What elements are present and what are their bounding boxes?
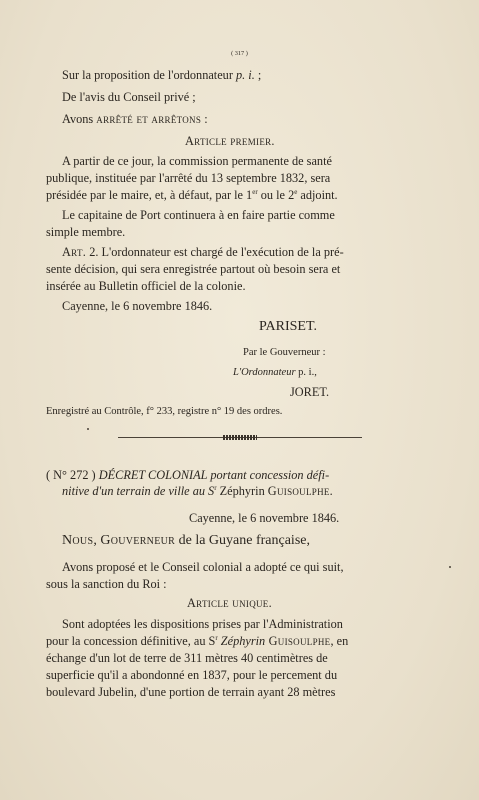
paragraph-name: Zéphyrin — [217, 634, 266, 648]
paragraph-line — [46, 634, 348, 648]
governor-punct: , — [93, 533, 101, 548]
decree-title: DÉCRET COLONIAL portant concession défi- — [98, 468, 330, 482]
date-line: Cayenne, le 6 novembre 1846. — [189, 511, 340, 525]
superscript: r — [215, 634, 218, 642]
decree-name: Guisoulphe. — [267, 484, 334, 498]
by-governor: Par le Gouverneur : — [243, 347, 326, 358]
page-number: ( 317 ) — [231, 50, 248, 57]
registration-line: Enregistré au Contrôle, f° 233, registre n° 19 des ordres. — [46, 406, 283, 417]
decree-title: nitive d'un terrain de ville au S — [62, 484, 215, 498]
paragraph-line: boulevard Jubelin, d'une portion de terrain ayant 28 mètres — [46, 685, 336, 699]
ordonnateur-abbrev: p. i., — [295, 367, 317, 378]
proposal-text: Sur la proposition de l'ordonnateur — [62, 68, 236, 82]
paragraph-line: sente décision, qui sera enregistrée partout où besoin sera et — [46, 262, 341, 276]
paragraph-line: simple membre. — [46, 225, 126, 239]
article-heading: Article premier. — [185, 134, 275, 148]
superscript: r — [214, 484, 217, 492]
superscript: er — [252, 188, 258, 196]
paragraph-text: pour la concession définitive, au S — [46, 634, 216, 648]
paragraph-line — [46, 188, 338, 202]
paragraph-line: superficie qu'il a abondonné en 1837, pour le percement du — [46, 668, 338, 682]
paragraph-line: A partir de ce jour, la commission permanente de santé — [62, 154, 332, 168]
paragraph-text: 2. L'ordonnateur est chargé de l'exécution de la pré- — [86, 245, 344, 259]
governor-text: de la Guyane française, — [175, 533, 310, 548]
ink-speck — [87, 428, 89, 430]
decree-line — [62, 112, 208, 126]
paragraph-line: Avons proposé et le Conseil colonial a adopté ce qui suit, — [62, 560, 344, 574]
governor-title: Gouverneur — [100, 533, 176, 548]
paragraph-line: Sont adoptées les dispositions prises par l'Administration — [62, 617, 343, 631]
decree-punct: : — [201, 112, 208, 126]
paragraph-text: , en — [330, 634, 349, 648]
decree-text: Avons — [62, 112, 97, 126]
paragraph-text: adjoint. — [297, 188, 338, 202]
proposal-abbrev: p. i. — [236, 68, 255, 82]
ink-speck — [449, 566, 451, 568]
paragraph-text: présidée par le maire, et, à défaut, par le 1 — [46, 188, 253, 202]
paragraph-line: Le capitaine de Port continuera à en faire partie comme — [62, 208, 335, 222]
date-line: Cayenne, le 6 novembre 1846. — [62, 299, 213, 313]
ordonnateur-line — [233, 366, 317, 380]
paragraph-text: ou le 2 — [257, 188, 295, 202]
proposal-punct: ; — [254, 68, 262, 82]
paragraph-line: sous la sanction du Roi : — [46, 577, 167, 591]
superscript: e — [294, 188, 298, 196]
ordonnateur-title: L'Ordonnateur — [233, 367, 296, 378]
article-abbrev: Art. — [62, 245, 87, 259]
paragraph-line: publique, instituée par l'arrêté du 13 septembre 1832, sera — [46, 171, 331, 185]
article-heading: Article unique. — [187, 596, 272, 610]
divider-ornament — [223, 435, 257, 440]
paragraph-surname: Guisoulphe — [265, 634, 331, 648]
signature-joret: JORET. — [290, 385, 330, 399]
decree-smallcaps: arrêté et arrêtons — [96, 112, 202, 126]
decree-title: Zéphyrin — [216, 484, 268, 498]
proposal-line — [62, 68, 261, 82]
decree-title-line — [62, 484, 333, 498]
decree-title-line — [46, 468, 329, 482]
governor-text: Nous — [62, 533, 94, 548]
advice-line: De l'avis du Conseil privé ; — [62, 90, 196, 104]
paragraph-line: échange d'un lot de terre de 311 mètres 40 centimètres de — [46, 651, 328, 665]
paragraph-line — [62, 245, 344, 259]
signature-pariset: PARISET. — [259, 319, 317, 334]
paragraph-line: insérée au Bulletin officiel de la colonie. — [46, 279, 246, 293]
governor-line — [62, 534, 310, 548]
decree-number: ( N° 272 ) — [46, 468, 99, 482]
